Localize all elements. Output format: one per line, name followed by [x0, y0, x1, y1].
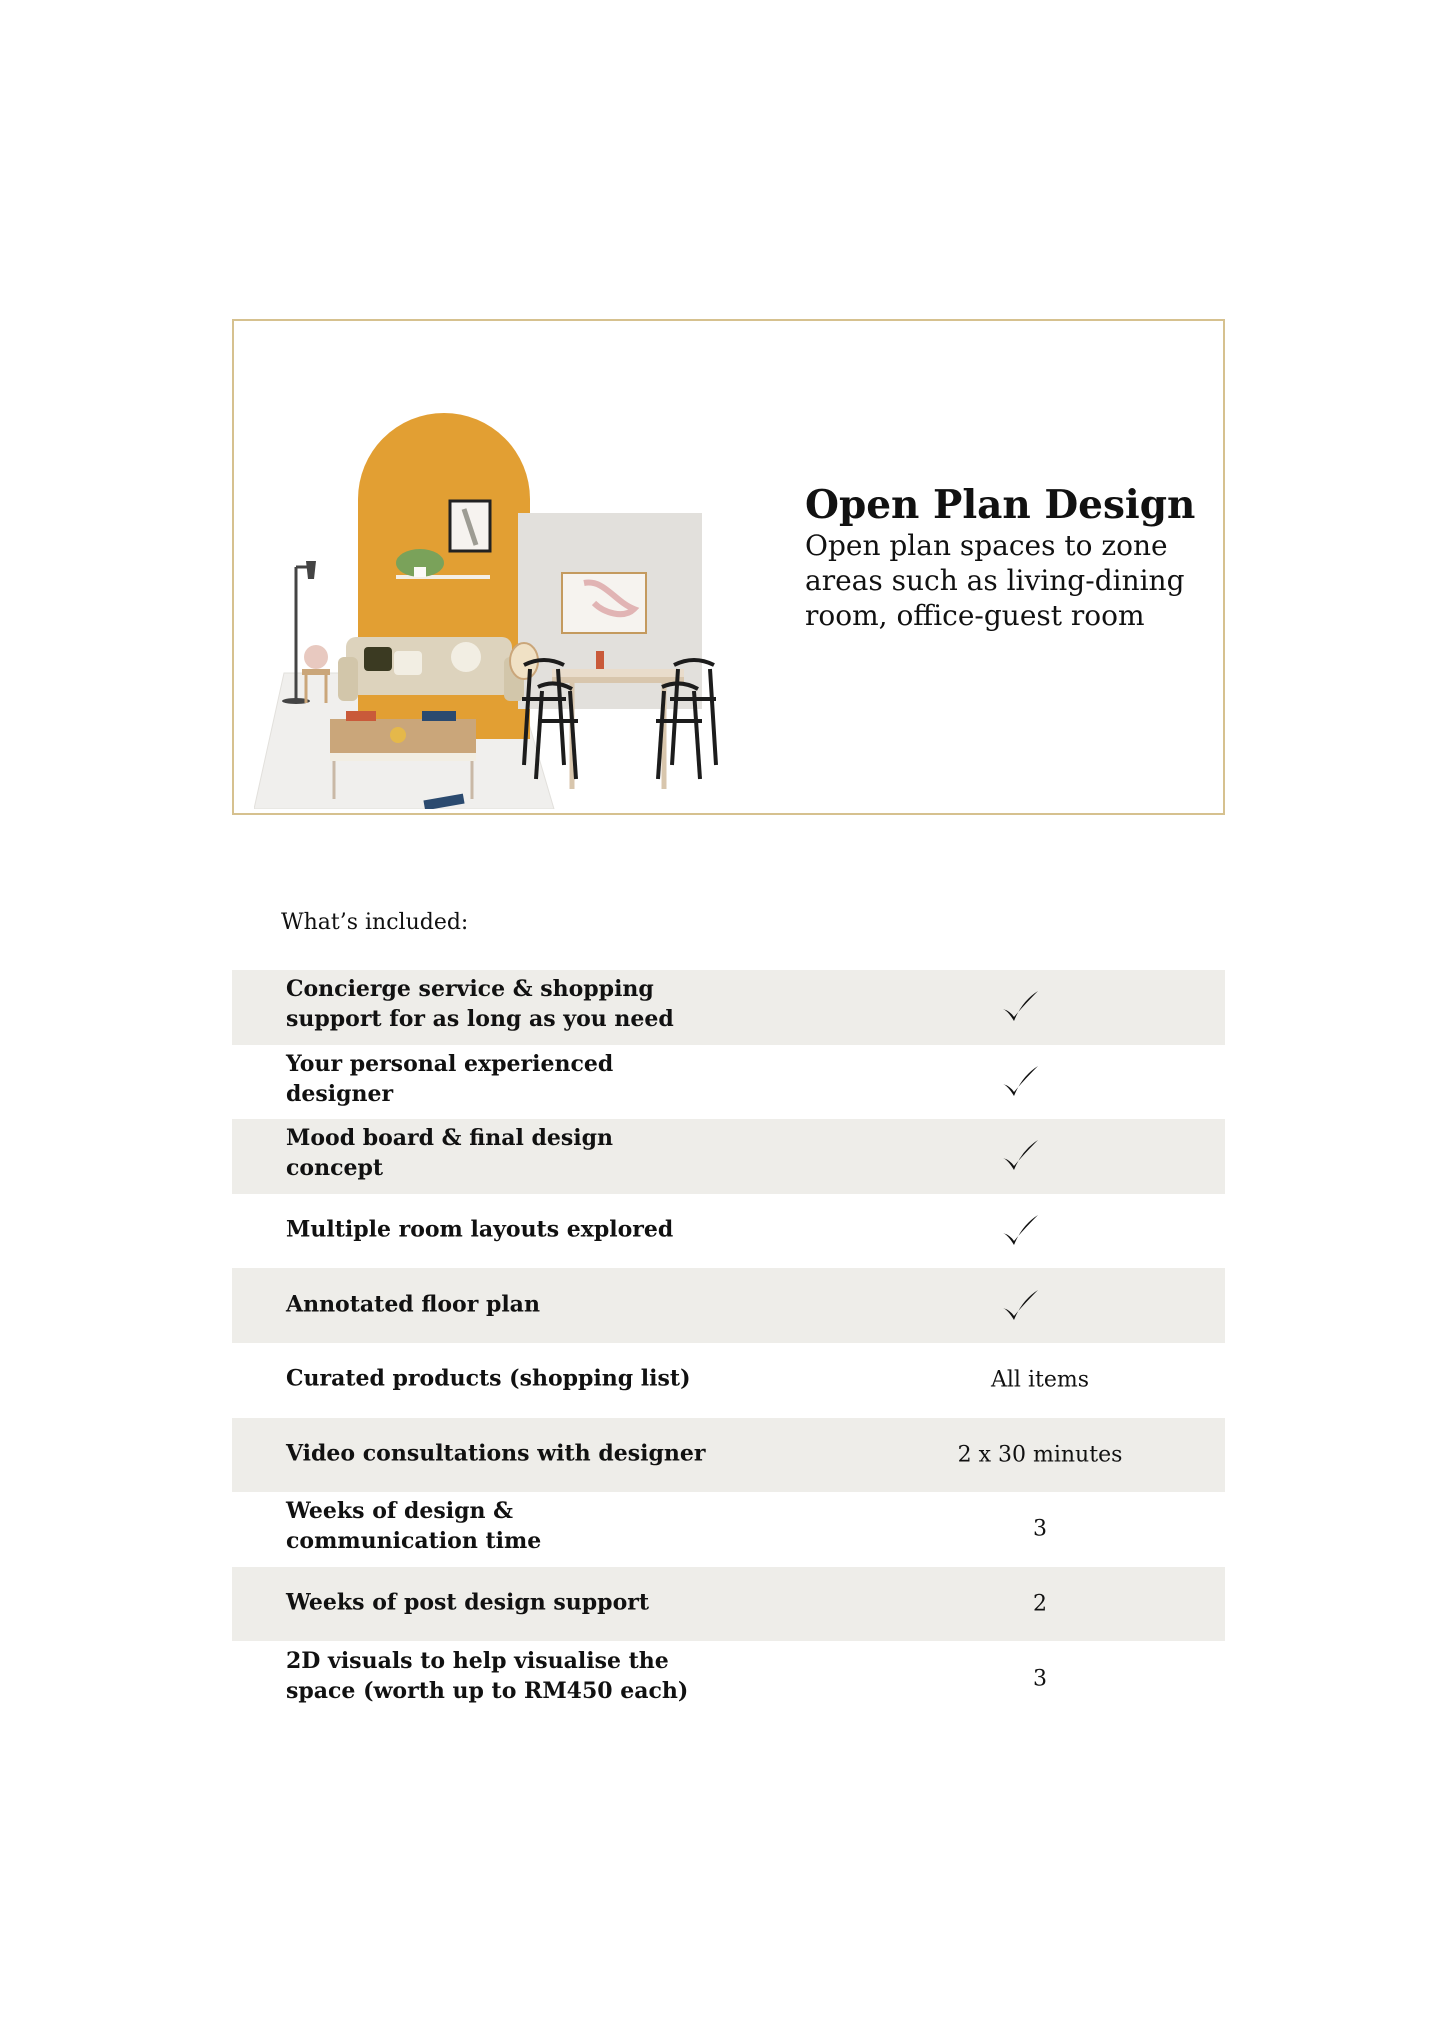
feature-label: Concierge service & shopping support for as long as you need [286, 976, 674, 1033]
page-title: Open Plan Design [805, 482, 1196, 528]
feature-row [232, 1641, 1225, 1716]
checkmark-icon [1000, 1213, 1040, 1249]
feature-value: 3 [1033, 1516, 1047, 1542]
checkmark-icon [1000, 1138, 1040, 1174]
feature-row [232, 1268, 1225, 1343]
feature-label: Video consultations with designer [286, 1440, 706, 1467]
feature-label: Annotated floor plan [286, 1291, 540, 1318]
hero-card [232, 319, 1225, 815]
feature-value: 3 [1033, 1666, 1047, 1692]
feature-value: 2 x 30 minutes [957, 1442, 1123, 1468]
feature-label: 2D visuals to help visualise the space (worth up to RM450 each) [286, 1647, 689, 1704]
feature-label: Multiple room layouts explored [286, 1216, 674, 1243]
feature-row [232, 1194, 1225, 1269]
hero-text [805, 483, 1215, 633]
feature-label: Curated products (shopping list) [286, 1365, 691, 1392]
feature-label: Weeks of design & communication time [286, 1498, 542, 1555]
feature-value: All items [990, 1367, 1089, 1393]
hero-subtitle: Open plan spaces to zone areas such as living-dining room, office-guest room [805, 528, 1185, 632]
checkmark-icon [1000, 989, 1040, 1025]
feature-row [232, 1418, 1225, 1493]
feature-label: Mood board & final design concept [286, 1125, 613, 1182]
feature-row [232, 970, 1225, 1045]
features-table [232, 970, 1225, 1716]
section-label: What’s included: [281, 910, 469, 935]
feature-label: Your personal experienced designer [286, 1050, 614, 1107]
feature-value: 2 [1033, 1591, 1047, 1617]
checkmark-icon [1000, 1288, 1040, 1324]
feature-label: Weeks of post design support [286, 1589, 649, 1616]
open-plan-illustration [254, 369, 794, 809]
feature-row [232, 1045, 1225, 1120]
feature-row [232, 1119, 1225, 1194]
checkmark-icon [1000, 1064, 1040, 1100]
feature-row [232, 1343, 1225, 1418]
feature-row [232, 1492, 1225, 1567]
feature-row [232, 1567, 1225, 1642]
